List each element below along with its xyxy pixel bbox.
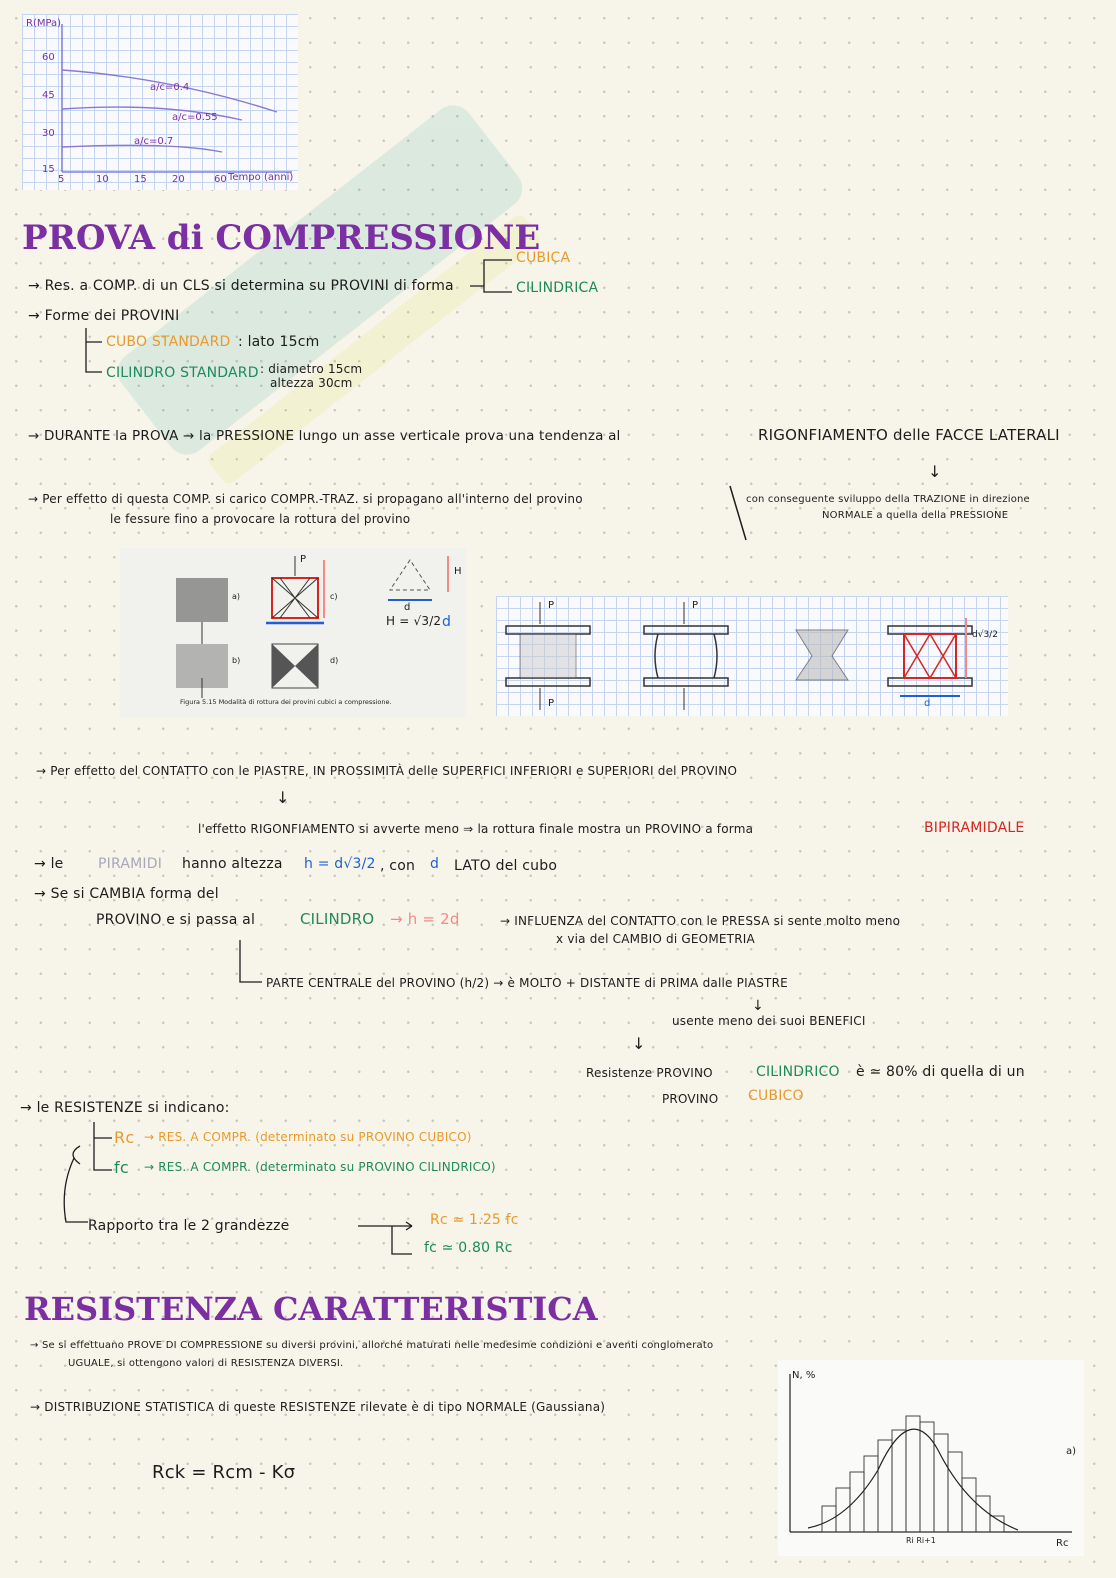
histogram-figure [778, 1360, 1084, 1556]
arrow-down-icon: ↓ [632, 1034, 646, 1053]
text-line: NORMALE a quella della PRESSIONE [822, 510, 1009, 521]
text-line: Resistenze PROVINO [586, 1066, 713, 1080]
failure-modes-figure [120, 548, 466, 718]
figure-side-label: d) [330, 656, 339, 665]
cylinder-height: → h = 2d [390, 910, 460, 928]
chart-ytick: 45 [42, 90, 55, 101]
cil-spec: : diametro 15cm [260, 362, 363, 376]
load-label: P [300, 554, 307, 565]
cilindro-standard: CILINDRO STANDARD [106, 365, 259, 381]
cilindrico: CILINDRICO [756, 1064, 840, 1080]
chart-ytick: 30 [42, 128, 55, 139]
chart-ylabel: R(MPa) [26, 18, 62, 29]
text-line: → Per effetto del CONTATTO con le PIASTRE, IN PROSSIMITÀ delle SUPERFICI INFERIORI e SUPERIORI del PROVINO [36, 764, 738, 778]
sketch-drawing [496, 596, 1008, 716]
text-line: le fessure fino a provocare la rottura del provino [110, 512, 411, 526]
bracket-icon [82, 326, 106, 378]
section-title-resistenza: RESISTENZA CARATTERISTICA [24, 1290, 598, 1328]
text-line: l'effetto RIGONFIAMENTO si avverte meno ⇒ la rottura finale mostra un PROVINO a forma [198, 822, 754, 836]
text-line: → Se si effettuano PROVE DI COMPRESSIONE su diversi provini, allorché maturati nelle medesime condizioni e aventi conglomerato [30, 1340, 714, 1351]
text-line: con conseguente sviluppo della TRAZIONE in direzione [746, 494, 1030, 505]
chart-xlabel: Tempo (anni) [228, 172, 294, 183]
curve-label: a/c=0.7 [134, 136, 174, 147]
figure-caption: Figura 5.15 Modalità di rottura dei provini cubici a compressione. [180, 698, 392, 706]
divider-slash [726, 484, 750, 544]
curve-label: a/c=0.4 [150, 82, 190, 93]
chart-xtick: 5 [58, 174, 65, 185]
text-line: x via del CAMBIO di GEOMETRIA [556, 932, 755, 946]
bipiramidale: BIPIRAMIDALE [924, 820, 1025, 836]
sketch-dim: d√3/2 [972, 630, 998, 640]
chart-xtick: 15 [134, 174, 147, 185]
text-line: → INFLUENZA del CONTATTO con le PRESSA si sente molto meno [500, 914, 901, 928]
ratio-equation: Rc ≃ 1.25 fc [430, 1212, 519, 1228]
cubo-standard: CUBO STANDARD [106, 334, 231, 350]
chart-xtick: 10 [96, 174, 109, 185]
text-line: hanno altezza [182, 856, 283, 872]
bracket-icon [468, 254, 518, 298]
text-line: RIGONFIAMENTO delle FACCE LATERALI [758, 426, 1060, 444]
chart-xtick: 60 [214, 174, 227, 185]
hist-ticks: Ri Ri+1 [906, 1536, 936, 1545]
histogram-plot [778, 1360, 1084, 1556]
text-line: → DURANTE la PROVA → la PRESSIONE lungo un asse verticale prova una tendenza al [28, 428, 621, 444]
hist-xlabel: Rc [1056, 1538, 1069, 1549]
cubico: CUBICO [748, 1088, 804, 1104]
shape-cilindrica: CILINDRICA [516, 280, 599, 296]
text-line: PARTE CENTRALE del PROVINO (h/2) → è MOLTO + DISTANTE di PRIMA dalle PIASTRE [266, 976, 788, 990]
figure-sketch [496, 596, 1008, 716]
rc-description: → RES. A COMPR. (determinato su PROVINO CUBICO) [144, 1130, 472, 1144]
fc-description: → RES. A COMPR. (determinato su PROVINO CILINDRICO) [144, 1160, 496, 1174]
chart-ytick: 60 [42, 52, 55, 63]
arrow-down-icon: ↓ [276, 788, 290, 807]
hist-side-label: a) [1066, 1446, 1077, 1457]
text-line: è ≃ 80% di quella di un [856, 1064, 1025, 1080]
load-label: P [548, 600, 555, 611]
section-title-prova: PROVA di COMPRESSIONE [22, 218, 541, 258]
top-chart-plot [22, 14, 298, 190]
text-line: UGUALE, si ottengono valori di RESISTENZA DIVERSI. [68, 1358, 344, 1369]
fc-symbol: fc [114, 1158, 129, 1177]
rck-formula: Rck = Rcm - Kσ [152, 1462, 296, 1483]
top-chart [22, 14, 298, 190]
figure-photo [120, 548, 466, 718]
load-label: P [548, 698, 555, 709]
cubo-spec: : lato 15cm [238, 334, 320, 350]
curve-label: a/c=0.55 [172, 112, 218, 123]
shape-cubica: CUBICA [516, 250, 571, 266]
bracket-icon [356, 1212, 432, 1262]
text-line: → DISTRIBUZIONE STATISTICA di queste RESISTENZE rilevate è di tipo NORMALE (Gaussiana) [30, 1400, 606, 1414]
arrow-down-icon: ↓ [752, 998, 764, 1014]
side-label: d [442, 614, 452, 630]
text-line: → Res. a COMP. di un CLS si determina su PROVINI di forma [28, 278, 454, 294]
height-label: H [454, 566, 462, 577]
piramidi: PIRAMIDI [98, 856, 163, 872]
text-line: , con [380, 858, 416, 874]
chart-xtick: 20 [172, 174, 185, 185]
side-d: d [430, 856, 440, 872]
load-label: P [692, 600, 699, 611]
text-line: usente meno dei suoi BENEFICI [672, 1014, 866, 1028]
text-line: PROVINO e si passa al [96, 912, 256, 928]
bracket-icon [236, 938, 266, 988]
text-line: → le [34, 856, 64, 872]
figure-side-label: a) [232, 592, 241, 601]
height-formula: H = √3/2 [386, 614, 442, 628]
side-label: d [404, 602, 411, 613]
figure-side-label: c) [330, 592, 338, 601]
arrow-down-icon: ↓ [928, 462, 942, 481]
text-line: LATO del cubo [454, 858, 558, 874]
pyramid-height-formula: h = d√3/2 [304, 856, 376, 872]
text-line: → Per effetto di questa COMP. si carico COMPR.-TRAZ. si propagano all'interno del provino [28, 492, 583, 506]
ratio-equation: fc ≃ 0.80 Rc [424, 1240, 513, 1256]
cil-spec: altezza 30cm [270, 376, 353, 390]
chart-ytick: 15 [42, 164, 55, 175]
figure-side-label: b) [232, 656, 241, 665]
hist-ylabel: N, % [792, 1370, 816, 1381]
text-line: PROVINO [662, 1092, 719, 1106]
text-line: → Forme dei PROVINI [28, 308, 180, 324]
text-line: → le RESISTENZE si indicano: [20, 1100, 230, 1116]
side-label: d [924, 698, 931, 709]
text-line: Rapporto tra le 2 grandezze [88, 1218, 290, 1234]
cilindro: CILINDRO [300, 910, 375, 928]
rc-symbol: Rc [114, 1128, 135, 1147]
text-line: → Se si CAMBIA forma del [34, 886, 219, 902]
